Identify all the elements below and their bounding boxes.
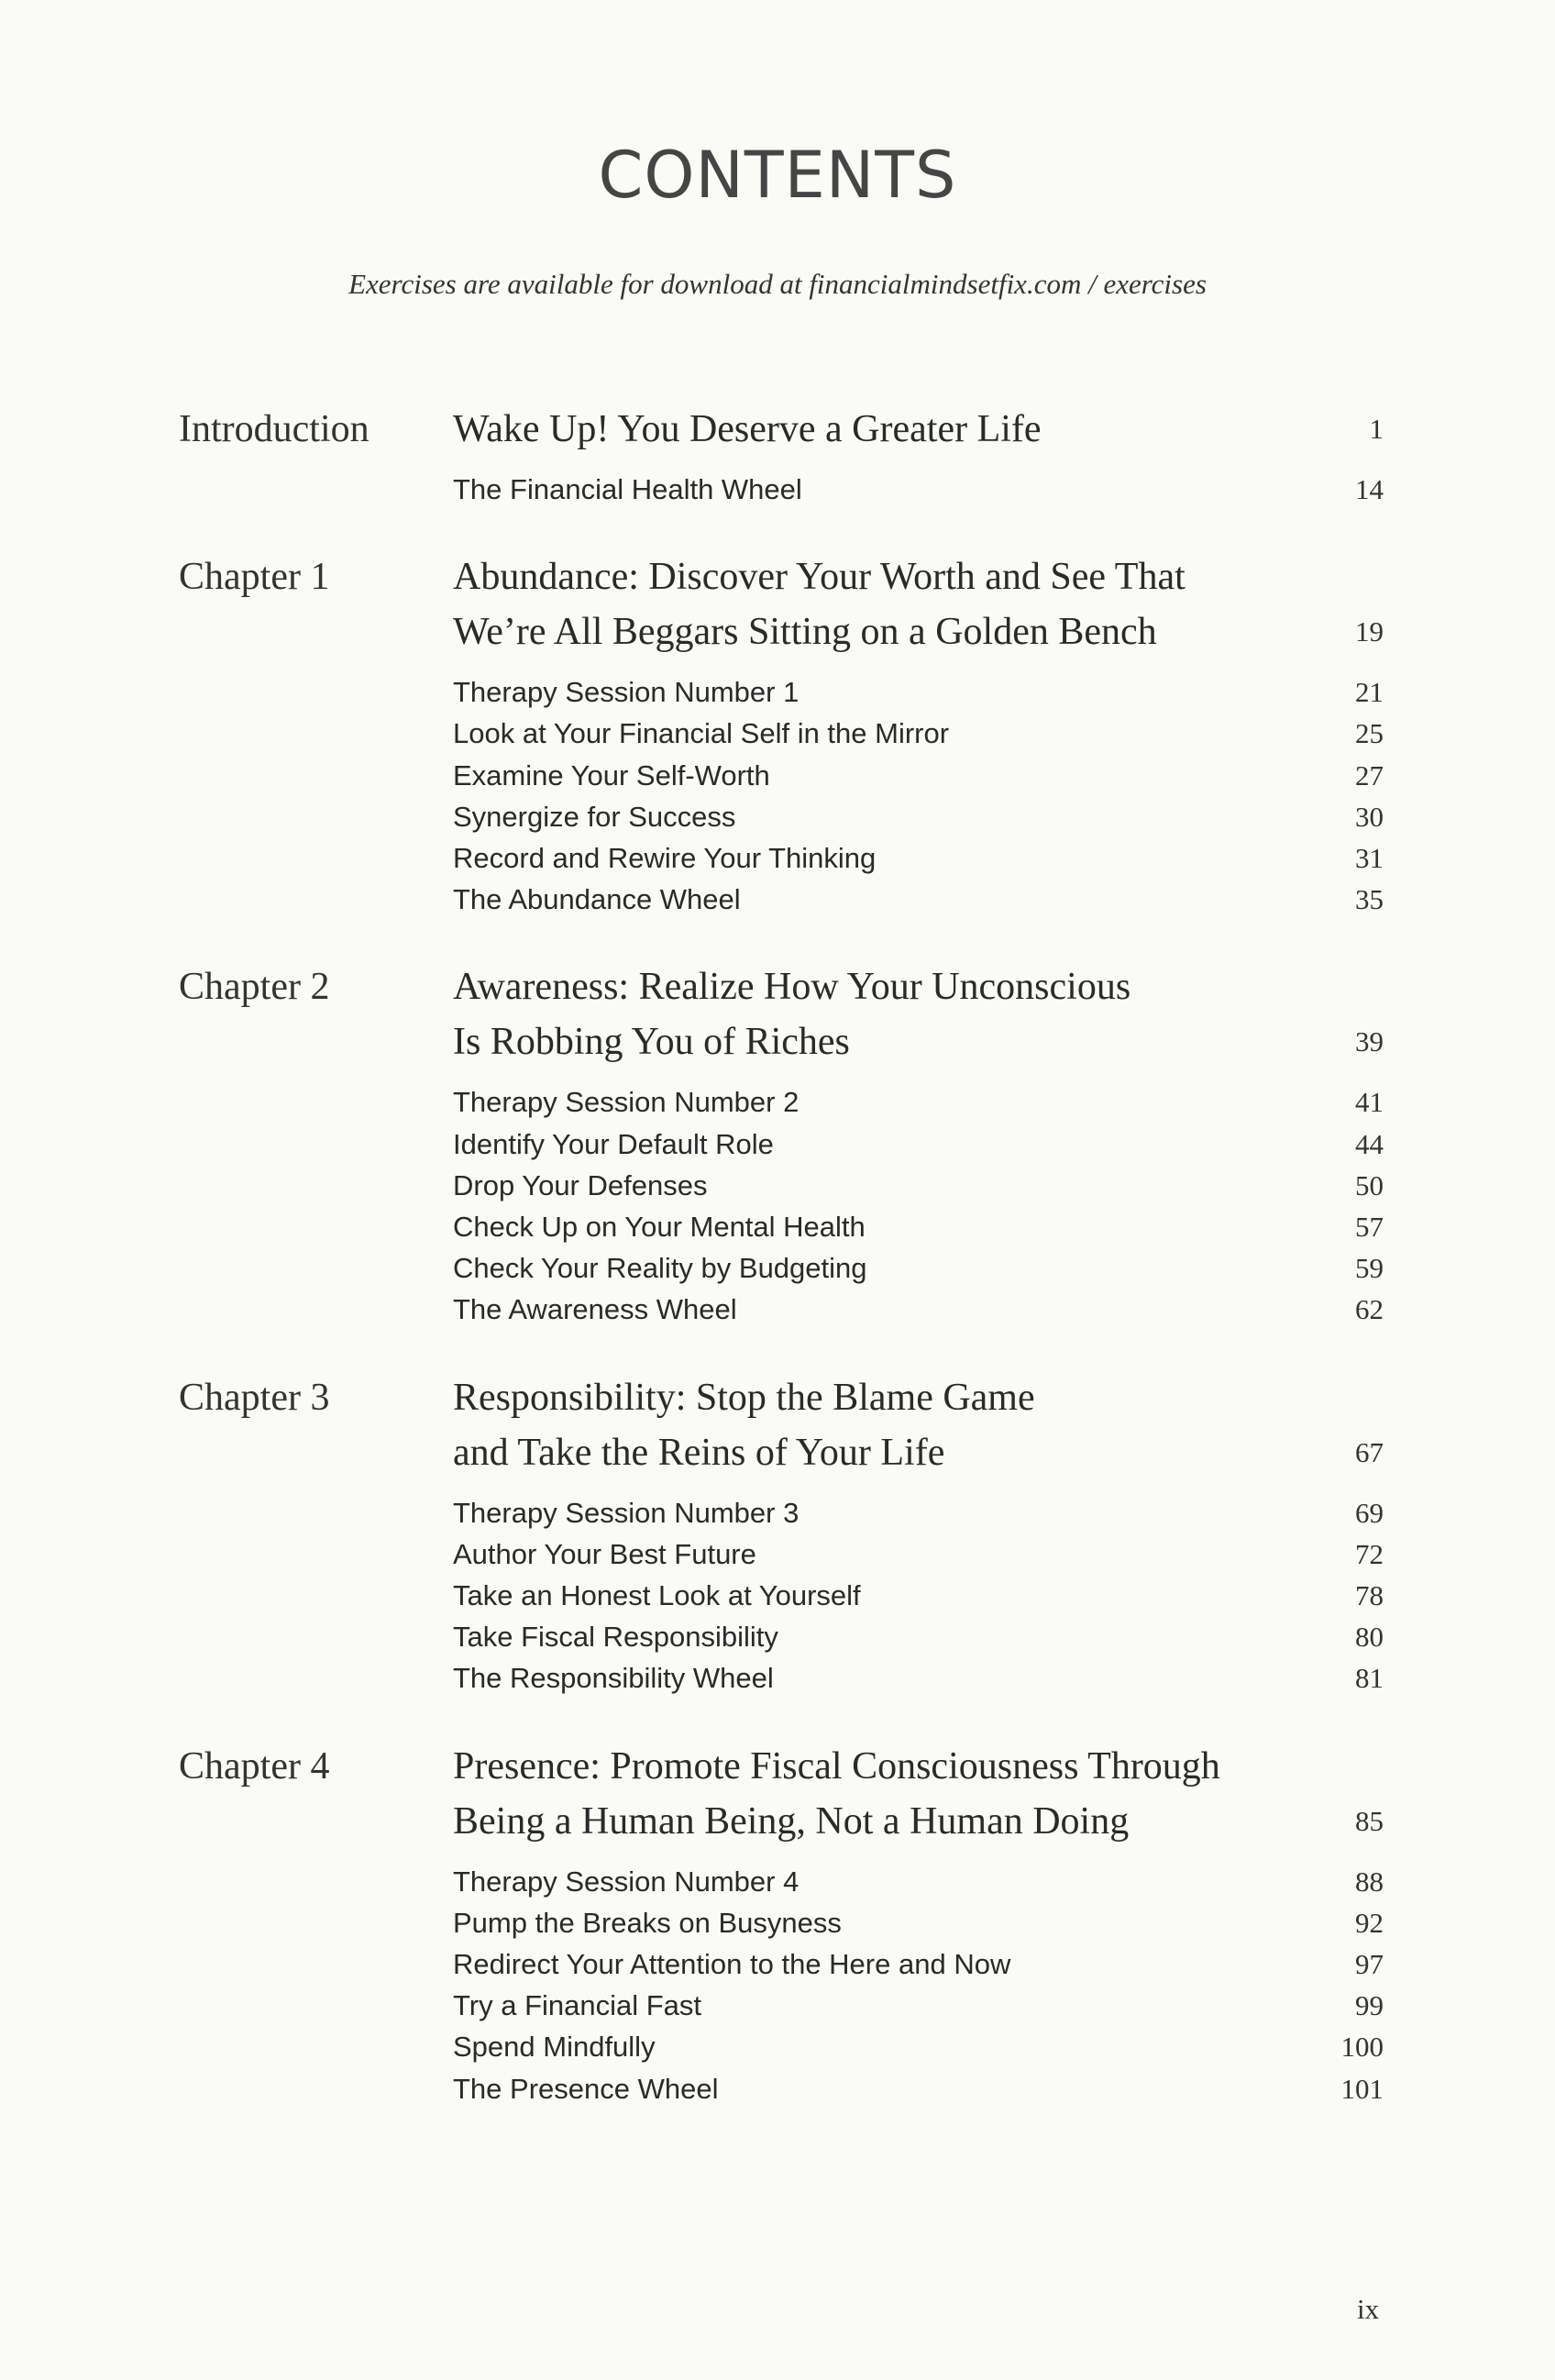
chapter-title-line[interactable] (453, 1425, 1384, 1480)
chapter-title-text: Wake Up! You Deserve a Greater Life (453, 408, 1042, 450)
entry-page-number: 27 (1355, 758, 1384, 791)
entry-page-number: 81 (1355, 1662, 1384, 1695)
chapter-title-text: Abundance: Discover Your Worth and See That (453, 556, 1186, 599)
chapter-title-line[interactable] (453, 959, 1384, 1014)
entry-page-number: 30 (1355, 800, 1384, 833)
section-label: Chapter 2 (179, 966, 330, 1009)
chapter-title-text: and Take the Reins of Your Life (453, 1431, 945, 1474)
section-label: Introduction (179, 408, 369, 450)
toc-entry[interactable] (453, 1206, 1384, 1247)
chapter-title-line[interactable] (453, 1794, 1384, 1849)
toc-entry[interactable] (453, 1492, 1384, 1533)
chapter-title-text: Is Robbing You of Riches (453, 1021, 850, 1064)
chapter-title-line[interactable] (453, 1014, 1384, 1069)
entry-page-number: 35 (1355, 883, 1384, 916)
entry-title: The Responsibility Wheel (453, 1662, 774, 1695)
chapter-title-text: Presence: Promote Fiscal Consciousness Through (453, 1744, 1220, 1788)
entry-page-number: 31 (1355, 842, 1384, 875)
entry-title: Take an Honest Look at Yourself (453, 1579, 861, 1612)
entry-page-number: 80 (1355, 1621, 1384, 1654)
section-items (453, 671, 1384, 920)
entry-page-number: 97 (1355, 1948, 1384, 1981)
section-items (453, 1861, 1384, 2109)
toc-entry[interactable] (453, 796, 1384, 837)
entry-page-number: 101 (1340, 2072, 1384, 2105)
entry-page-number: 72 (1355, 1537, 1384, 1570)
toc-entry[interactable] (453, 1289, 1384, 1330)
entry-title: Spend Mindfully (453, 2031, 656, 2064)
entry-page-number: 100 (1340, 2031, 1384, 2064)
section-body (453, 402, 1384, 510)
entry-title: The Financial Health Wheel (453, 473, 802, 505)
section-body (453, 959, 1384, 1330)
entry-page-number: 21 (1355, 676, 1384, 709)
entry-title: Drop Your Defenses (453, 1168, 708, 1201)
entry-page-number: 59 (1355, 1252, 1384, 1285)
chapter-page-number: 39 (1355, 1025, 1384, 1058)
page-title: CONTENTS (598, 138, 957, 213)
chapter-title-text: Awareness: Realize How Your Unconscious (453, 966, 1131, 1009)
chapter-title-text: We’re All Beggars Sitting on a Golden Bench (453, 611, 1157, 654)
chapter-page-number: 19 (1355, 615, 1384, 648)
chapter-page-number: 85 (1355, 1804, 1384, 1837)
section-label: Chapter 3 (179, 1376, 330, 1419)
toc-entry[interactable] (453, 2026, 1384, 2067)
entry-page-number: 44 (1355, 1127, 1384, 1160)
chapter-title-line[interactable] (453, 1739, 1384, 1794)
entry-page-number: 41 (1355, 1086, 1384, 1119)
section-items (453, 1081, 1384, 1330)
entry-page-number: 57 (1355, 1211, 1384, 1244)
chapter-title-text: Being a Human Being, Not a Human Doing (453, 1799, 1130, 1843)
entry-title: Therapy Session Number 1 (453, 676, 800, 709)
entry-title: Therapy Session Number 2 (453, 1086, 800, 1119)
page-number: ix (1357, 2293, 1380, 2325)
toc-section (179, 402, 1384, 510)
entry-title: The Abundance Wheel (453, 883, 741, 916)
toc-entry[interactable] (453, 1165, 1384, 1206)
toc-entry[interactable] (453, 755, 1384, 796)
toc-entry[interactable] (453, 1902, 1384, 1943)
entry-page-number: 14 (1355, 473, 1384, 505)
toc-entry[interactable] (453, 1247, 1384, 1289)
toc-entry[interactable] (453, 1943, 1384, 1985)
toc-section (179, 1370, 1384, 1699)
entry-page-number: 99 (1355, 1989, 1384, 2022)
section-label: Chapter 1 (179, 556, 330, 599)
entry-title: Examine Your Self-Worth (453, 758, 770, 791)
toc-entry[interactable] (453, 1124, 1384, 1165)
table-of-contents (179, 402, 1384, 2149)
entry-title: The Presence Wheel (453, 2072, 719, 2105)
toc-entry[interactable] (453, 1985, 1384, 2026)
entry-page-number: 78 (1355, 1579, 1384, 1612)
toc-entry[interactable] (453, 1616, 1384, 1657)
chapter-page-number: 67 (1355, 1435, 1384, 1468)
toc-entry[interactable] (453, 837, 1384, 879)
chapter-title-text: Responsibility: Stop the Blame Game (453, 1376, 1035, 1419)
section-body (453, 549, 1384, 920)
section-items (453, 469, 1384, 510)
toc-entry[interactable] (453, 671, 1384, 713)
entry-title: Take Fiscal Responsibility (453, 1621, 778, 1654)
toc-section (179, 1739, 1384, 2109)
entry-title: Check Your Reality by Budgeting (453, 1252, 867, 1285)
toc-section (179, 959, 1384, 1330)
entry-title: Therapy Session Number 4 (453, 1865, 800, 1898)
section-body (453, 1370, 1384, 1699)
entry-title: Check Up on Your Mental Health (453, 1211, 866, 1244)
chapter-title-line[interactable] (453, 402, 1384, 457)
entry-title: Look at Your Financial Self in the Mirror (453, 717, 950, 750)
entry-page-number: 25 (1355, 717, 1384, 750)
entry-title: Record and Rewire Your Thinking (453, 842, 877, 875)
toc-entry[interactable] (453, 713, 1384, 754)
toc-entry[interactable] (453, 1657, 1384, 1699)
entry-page-number: 92 (1355, 1906, 1384, 1939)
toc-entry[interactable] (453, 469, 1384, 510)
entry-title: Try a Financial Fast (453, 1989, 702, 2022)
entry-page-number: 69 (1355, 1496, 1384, 1529)
chapter-title-line[interactable] (453, 1370, 1384, 1425)
section-body (453, 1739, 1384, 2109)
entry-title: Redirect Your Attention to the Here and Now (453, 1948, 1011, 1981)
chapter-title-line[interactable] (453, 604, 1384, 659)
toc-section (179, 549, 1384, 920)
toc-entry[interactable] (453, 1081, 1384, 1123)
entry-title: Author Your Best Future (453, 1537, 756, 1570)
toc-entry[interactable] (453, 879, 1384, 920)
section-label: Chapter 4 (179, 1744, 330, 1788)
entry-title: Therapy Session Number 3 (453, 1496, 800, 1529)
entry-title: The Awareness Wheel (453, 1293, 737, 1326)
toc-entry[interactable] (453, 1575, 1384, 1616)
entry-page-number: 88 (1355, 1865, 1384, 1898)
chapter-page-number: 1 (1369, 413, 1384, 445)
entry-page-number: 50 (1355, 1168, 1384, 1201)
toc-entry[interactable] (453, 1533, 1384, 1575)
section-items (453, 1492, 1384, 1699)
chapter-title-line[interactable] (453, 549, 1384, 604)
entry-title: Identify Your Default Role (453, 1127, 774, 1160)
toc-entry[interactable] (453, 1861, 1384, 1902)
entry-title: Synergize for Success (453, 800, 736, 833)
entry-page-number: 62 (1355, 1293, 1384, 1326)
toc-entry[interactable] (453, 2068, 1384, 2109)
entry-title: Pump the Breaks on Busyness (453, 1906, 842, 1939)
exercises-note: Exercises are available for download at financialmindsetfix.com / exercises (348, 268, 1207, 300)
